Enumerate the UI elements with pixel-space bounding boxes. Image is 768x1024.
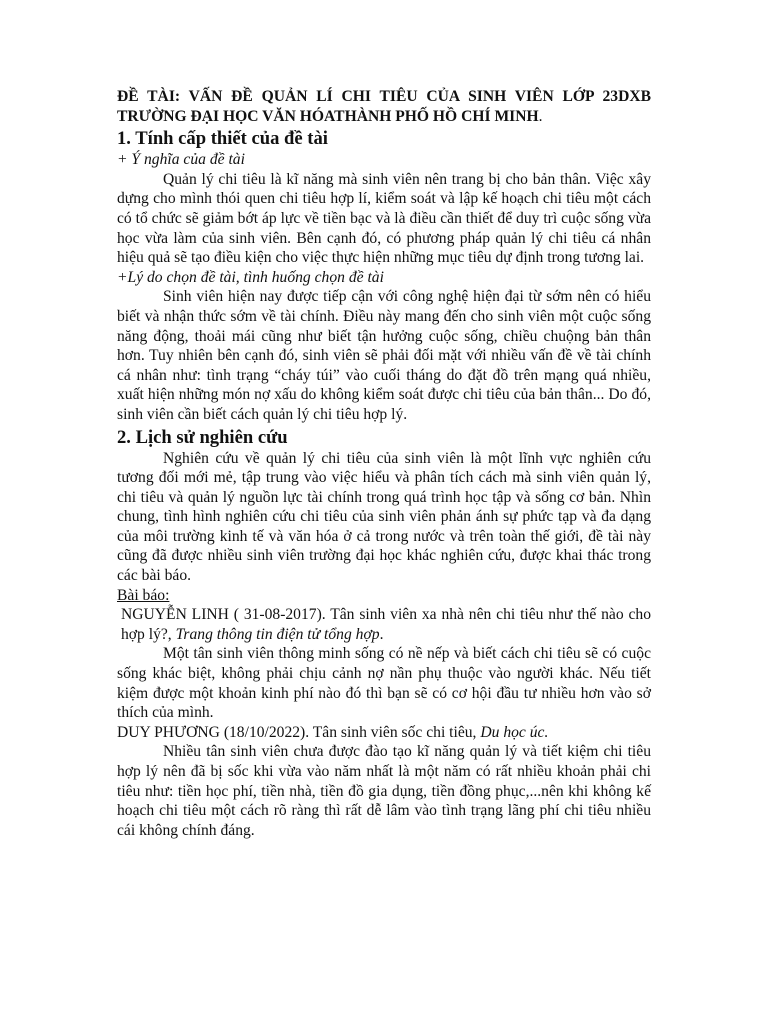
document-title bbox=[117, 87, 651, 126]
title-period: . bbox=[538, 107, 543, 125]
section-1-paragraph-1: Quản lý chi tiêu là kĩ năng mà sinh viên nên trang bị cho bản thân. Việc xây dựng cho mình thói quen chi tiêu hợp lí, kiểm soát và lập kế hoạch chi tiêu một cách có tổ chức sẽ giảm bớt áp lực về tiền bạc và là điều cần thiết để duy trì cuộc sống vừa học vừa làm của sinh viên. Bên cạnh đó, có phương pháp quản lý chi tiêu cá nhân hiệu quả sẽ tạo điều kiện cho việc thực hiện những mục tiêu dự định trong tương lai. bbox=[117, 170, 651, 267]
section-1-paragraph-2: Sinh viên hiện nay được tiếp cận với công nghệ hiện đại từ sớm nên có hiểu biết và nhận thức sớm về tài chính. Điều này mang đến cho sinh viên một cuộc sống năng động, thoải mái cũng như biết tận hưởng cuộc sống, chiều chuộng bản thân hơn. Tuy nhiên bên cạnh đó, sinh viên sẽ phải đối mặt với nhiều vấn đề về tài chính cá nhân như: tình trạng “cháy túi” vào cuối tháng do đặt đồ trên mạng quá nhiều, xuất hiện những món nợ xấu do không kiểm soát được chi tiêu của bản thân... Do đó, sinh viên cần biết cách quản lý chi tiêu hợp lý. bbox=[117, 288, 651, 423]
section-2-paragraph-2: Một tân sinh viên thông minh sống có nề nếp và biết cách chi tiêu sẽ có cuộc sống khác biệt, không phải chịu cảnh nợ nần phụ thuộc vào người khác. Nếu tiết kiệm được một khoản kinh phí nào đó thì bạn sẽ có cơ hội đầu tư nhiều hơn vào sở thích của mình. bbox=[117, 645, 651, 722]
reference-2-source: Du học úc. bbox=[480, 723, 549, 741]
document-page bbox=[117, 87, 651, 840]
section-1-heading: 1. Tính cấp thiết của đề tài bbox=[117, 128, 328, 150]
title-text: ĐỀ TÀI: VẤN ĐỀ QUẢN LÍ CHI TIÊU CỦA SINH VIÊN LỚP 23DXB TRƯỜNG ĐẠI HỌC VĂN HÓATHÀNH PHỐ HỒ CHÍ MINH bbox=[117, 88, 651, 125]
reference-1-end: . bbox=[379, 625, 384, 643]
reference-2 bbox=[117, 723, 651, 743]
reference-1-source: Trang thông tin điện tử tổng hợp bbox=[175, 625, 380, 643]
section-1-subheading-meaning: + Ý nghĩa của đề tài bbox=[117, 151, 245, 169]
section-2-paragraph-1: Nghiên cứu về quản lý chi tiêu của sinh viên là một lĩnh vực nghiên cứu tương đối mới mẻ, tập trung vào việc hiểu và phân tích cách mà sinh viên quản lý, chi tiêu và quản lý nguồn lực tài chính trong quá trình học tập và sống cơ bản. Nhìn chung, tình hình nghiên cứu chi tiêu của sinh viên phản ánh sự phức tạp và đa dạng của môi trường kinh tế và văn hóa ở cả trong nước và trên toàn thế giới, đề tài này cũng đã được nhiều sinh viên trường đại học khác nghiên cứu, được khai thác trong các bài báo. bbox=[117, 449, 651, 585]
articles-label: Bài báo: bbox=[117, 586, 170, 604]
section-2-paragraph-3: Nhiều tân sinh viên chưa được đào tạo kĩ năng quản lý và tiết kiệm chi tiêu hợp lý nên đã bị sốc khi vừa vào năm nhất là một năm có rất nhiều khoản phải chi tiêu như: tiền học phí, tiền nhà, tiền đồ gia dụng, tiền đồng phục,...nên khi không kế hoạch chi tiêu một cách rõ ràng thì rất dễ lâm vào tình trạng lãng phí chi tiêu nhiều cái không chính đáng. bbox=[117, 743, 651, 839]
reference-2-text: DUY PHƯƠNG (18/10/2022). Tân sinh viên sốc chi tiêu, bbox=[117, 723, 481, 741]
reference-1 bbox=[117, 605, 651, 644]
section-1-subheading-reason: +Lý do chọn đề tài, tình huống chọn đề tài bbox=[117, 268, 384, 286]
section-2-heading: 2. Lịch sử nghiên cứu bbox=[117, 426, 288, 448]
reference-1-text: NGUYỄN LINH ( 31-08-2017). Tân sinh viên xa nhà nên chi tiêu như thế nào cho hợp lý?, bbox=[121, 606, 651, 643]
